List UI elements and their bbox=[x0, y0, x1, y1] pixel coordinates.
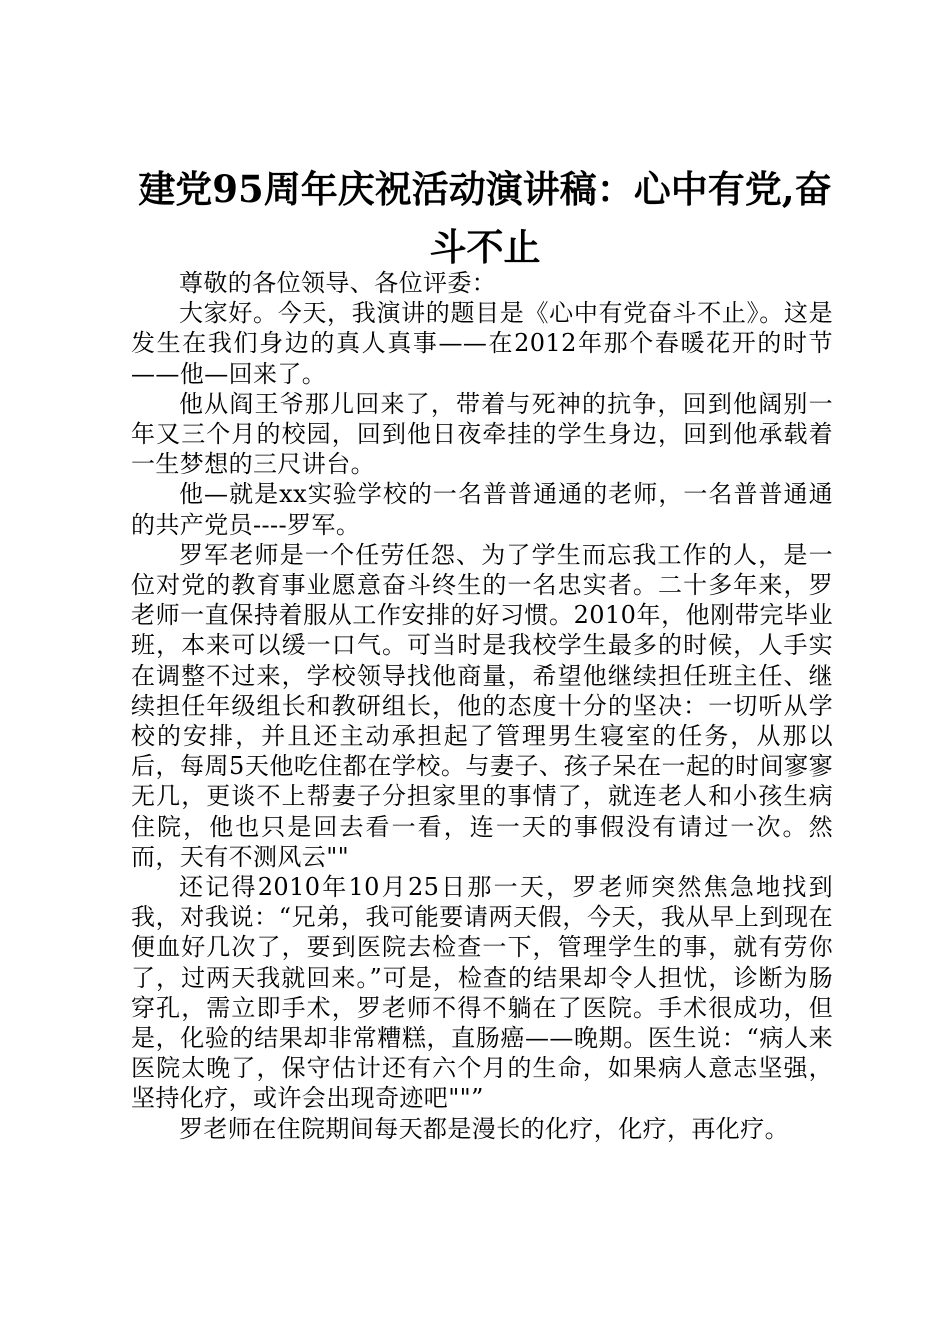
paragraph-identity: 他—就是xx实验学校的一名普普通通的老师，一名普普通通的共产党员----罗军。 bbox=[131, 480, 833, 539]
paragraph-diagnosis: 还记得2010年10月25日那一天，罗老师突然焦急地找到我，对我说：“兄弟，我可能要请两天假，今天，我从早上到现在便血好几次了，要到医院去检查一下，管理学生的事，就有劳你了，过两天我就回来。”可是，检查的结果却令人担忧，诊断为肠穿孔，需立即手术，罗老师不得不躺在了医院。手术很成功，但是，化验的结果却非常糟糕，直肠癌——晚期。医生说：“病人来医院太晚了，保守估计还有六个月的生命，如果病人意志坚强，坚持化疗，或许会出现奇迹吧""” bbox=[131, 873, 833, 1113]
document-body bbox=[131, 268, 833, 1144]
paragraph-dedication: 罗军老师是一个任劳任怨、为了学生而忘我工作的人，是一位对党的教育事业愿意奋斗终生的一名忠实者。二十多年来，罗老师一直保持着服从工作安排的好习惯。2010年，他刚带完毕业班，本来可以缓一口气。可当时是我校学生最多的时候，人手实在调整不过来，学校领导找他商量，希望他继续担任班主任、继续担任年级组长和教研组长，他的态度十分的坚决：一切听从学校的安排，并且还主动承担起了管理男生寝室的任务，从那以后，每周5天他吃住都在学校。与妻子、孩子呆在一起的时间寥寥无几，更谈不上帮妻子分担家里的事情了，就连老人和小孩生病住院，他也只是回去看一看，连一天的事假没有请过一次。然而，天有不测风云"" bbox=[131, 540, 833, 871]
paragraph-return: 他从阎王爷那儿回来了，带着与死神的抗争，回到他阔别一年又三个月的校园，回到他日夜牵挂的学生身边，回到他承载着一生梦想的三尺讲台。 bbox=[131, 389, 833, 479]
paragraph-greeting: 大家好。今天，我演讲的题目是《心中有党奋斗不止》。这是发生在我们身边的真人真事——在2012年那个春暖花开的时节——他—回来了。 bbox=[131, 299, 833, 388]
document-title: 建党95周年庆祝活动演讲稿：心中有党,奋斗不止 bbox=[138, 167, 832, 269]
paragraph-chemotherapy: 罗老师在住院期间每天都是漫长的化疗，化疗，再化疗。 bbox=[179, 1114, 789, 1143]
paragraph-salutation: 尊敬的各位领导、各位评委： bbox=[179, 269, 497, 297]
